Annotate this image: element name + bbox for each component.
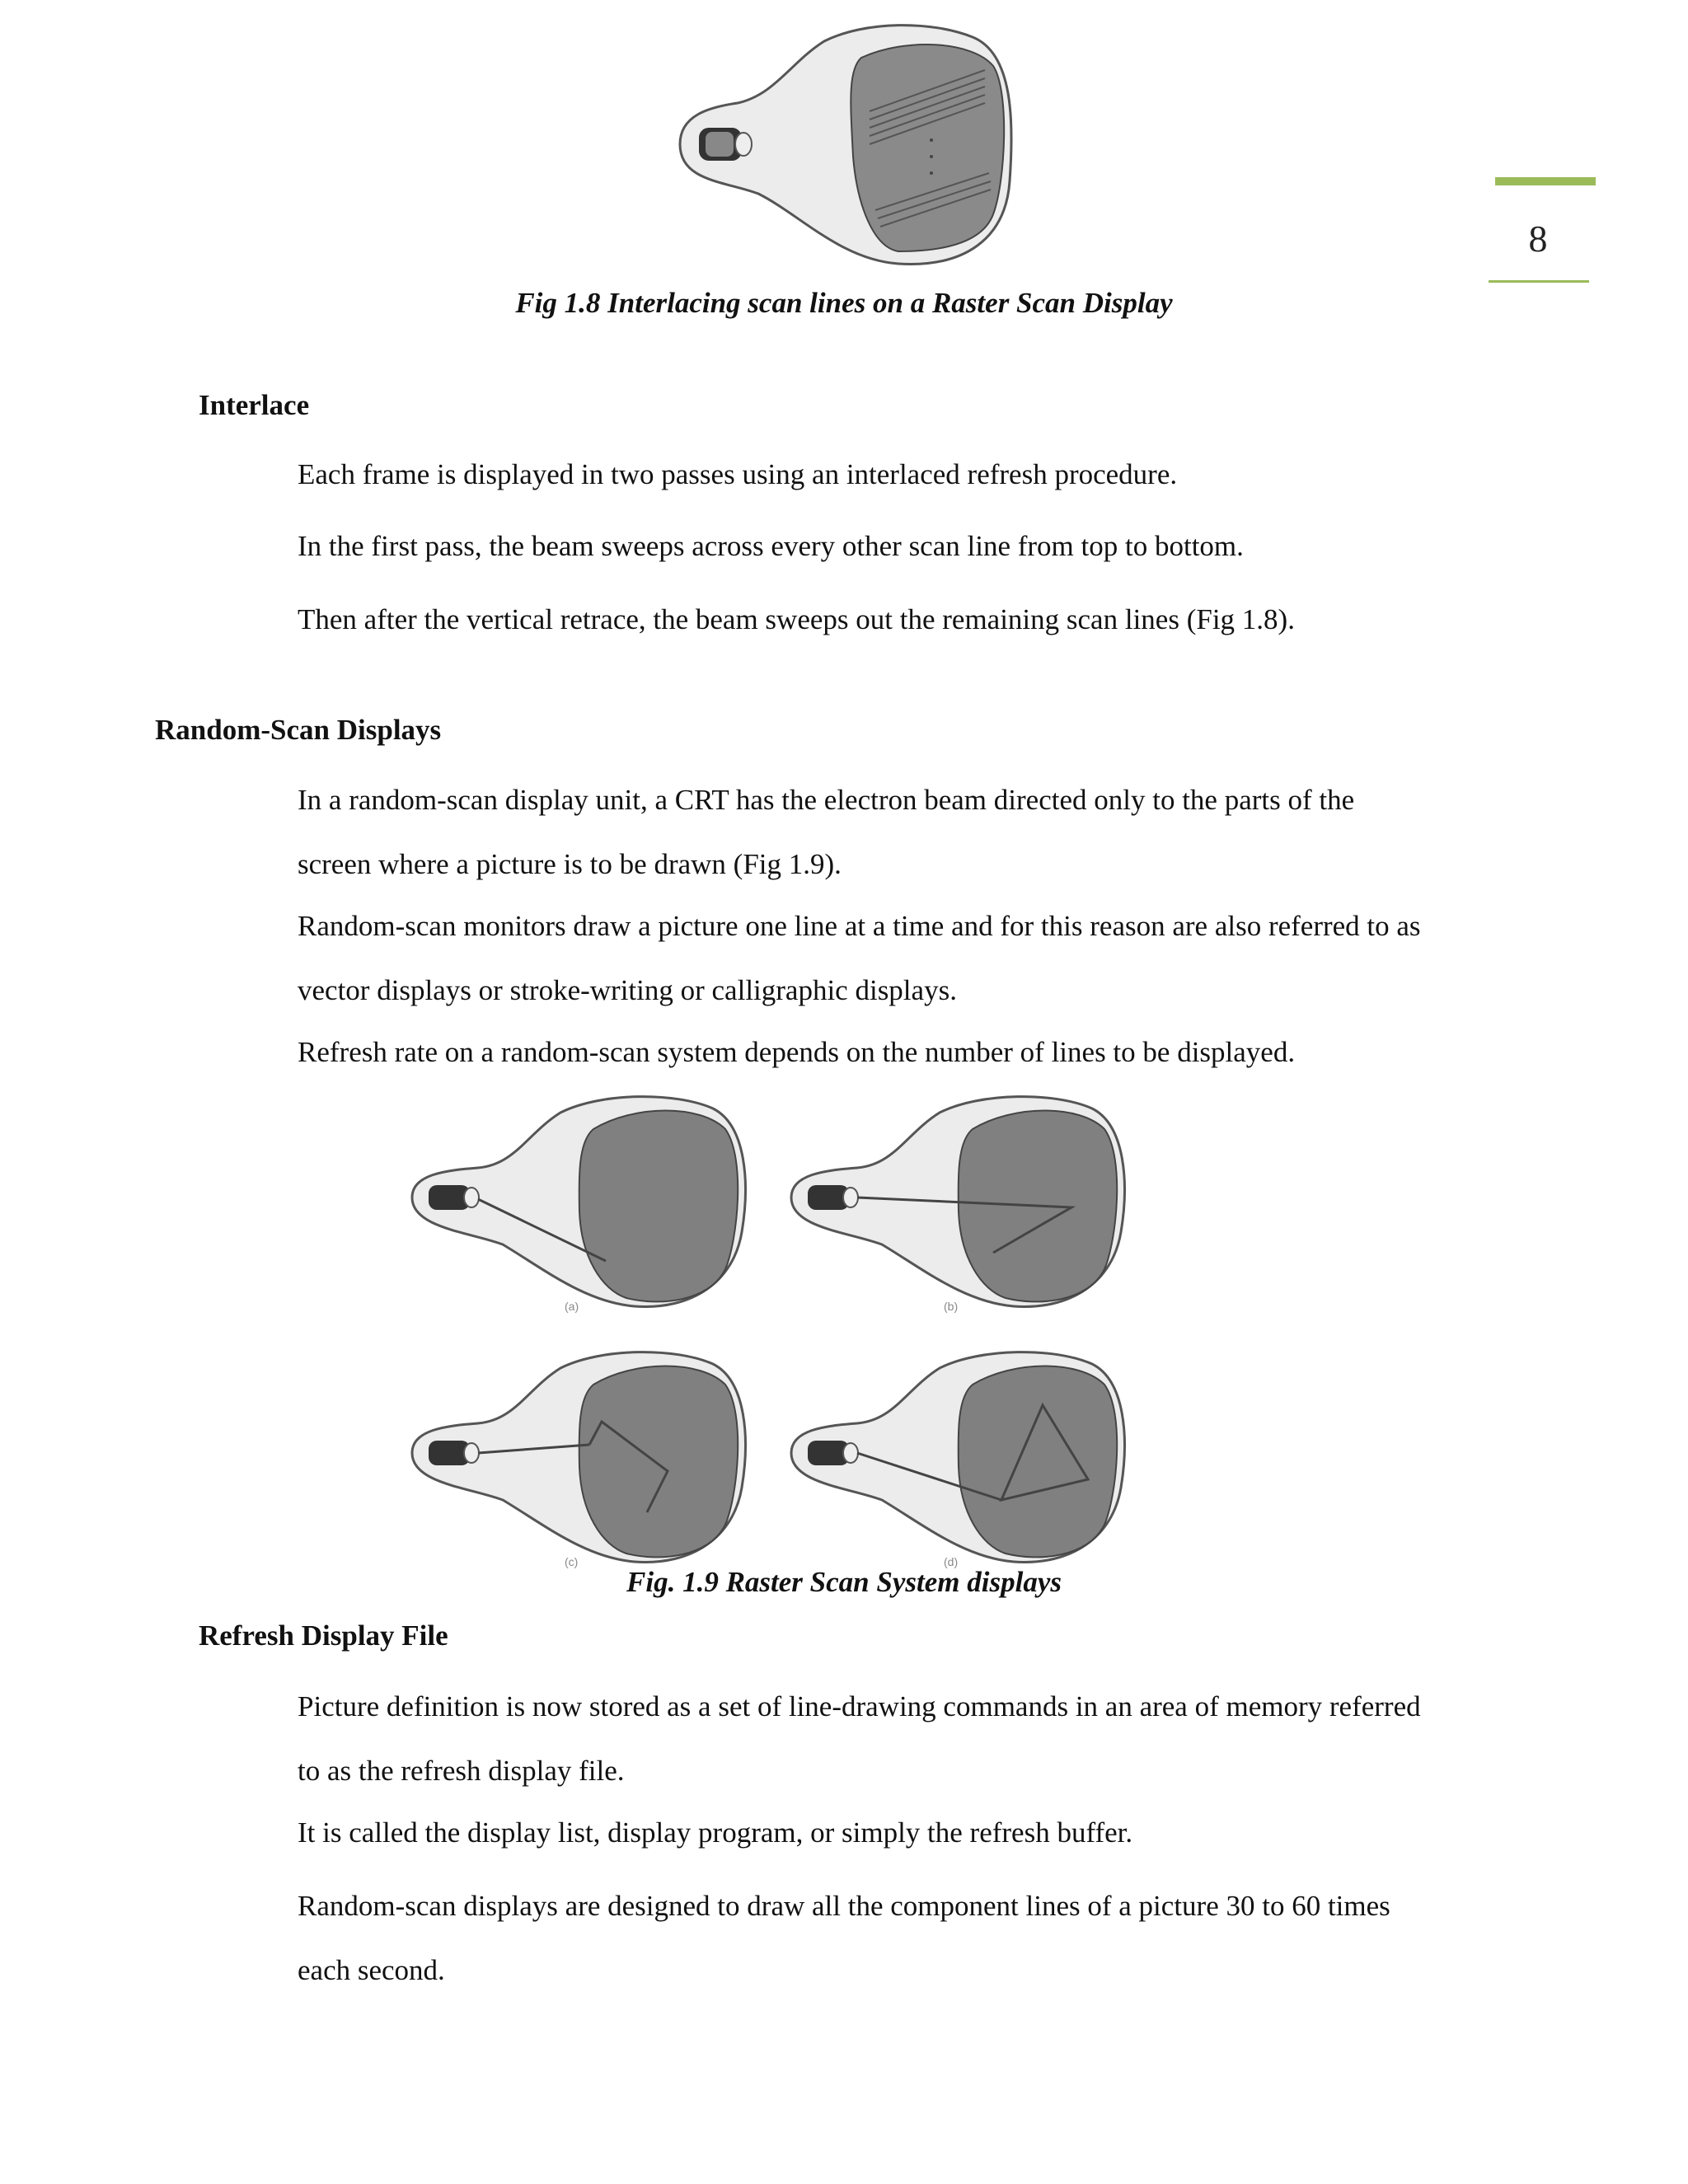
figure-1-8-caption: Fig 1.8 Interlacing scan lines on a Raster Scan Display: [515, 287, 1173, 319]
page-number-top-bar: [1495, 177, 1596, 185]
random-scan-line-1: In a random-scan display unit, a CRT has the electron beam directed only to the parts of the: [298, 784, 1355, 816]
figure-1-9-panel-d-label: (d): [944, 1555, 959, 1568]
random-scan-line-3: Random-scan monitors draw a picture one line at a time and for this reason are also referred to as: [298, 910, 1421, 942]
page-number: 8: [1528, 218, 1548, 260]
figure-1-9-panel-d: [783, 1347, 1129, 1570]
crt-screen: [851, 45, 1004, 251]
refresh-line-5: each second.: [298, 1954, 445, 1986]
interlace-paragraph-1: Each frame is displayed in two passes using an interlaced refresh procedure.: [298, 458, 1178, 490]
interlace-paragraph-2: In the first pass, the beam sweeps across every other scan line from top to bottom.: [298, 530, 1244, 562]
refresh-display-file-heading: Refresh Display File: [199, 1619, 448, 1652]
figure-1-9-panel-b: [783, 1092, 1129, 1315]
random-scan-heading: Random-Scan Displays: [155, 714, 442, 746]
random-scan-line-2: screen where a picture is to be drawn (Fig 1.9).: [298, 848, 842, 880]
figure-1-9-panel-b-label: (b): [944, 1300, 959, 1313]
figure-1-9-caption: Fig. 1.9 Raster Scan System displays: [626, 1566, 1062, 1598]
figure-1-9-panel-c-label: (c): [565, 1555, 579, 1568]
figure-1-9-panel-a: [404, 1092, 750, 1315]
figure-1-9-panel-a-label: (a): [565, 1300, 579, 1313]
refresh-line-1: Picture definition is now stored as a set of line-drawing commands in an area of memory referred: [298, 1690, 1421, 1722]
interlace-heading: Interlace: [199, 389, 310, 421]
page-number-bottom-bar: [1489, 280, 1589, 283]
refresh-line-4: Random-scan displays are designed to draw all the component lines of a picture 30 to 60 times: [298, 1890, 1390, 1922]
random-scan-line-5: Refresh rate on a random-scan system depends on the number of lines to be displayed.: [298, 1036, 1296, 1068]
figure-1-9-panel-c: [404, 1347, 750, 1570]
refresh-line-3: It is called the display list, display program, or simply the refresh buffer.: [298, 1816, 1133, 1849]
refresh-line-2: to as the refresh display file.: [298, 1755, 625, 1787]
figure-1-8-crt-interlace: [659, 16, 1022, 272]
interlace-paragraph-3: Then after the vertical retrace, the beam sweeps out the remaining scan lines (Fig 1.8).: [298, 603, 1295, 635]
random-scan-line-4: vector displays or stroke-writing or calligraphic displays.: [298, 974, 957, 1006]
